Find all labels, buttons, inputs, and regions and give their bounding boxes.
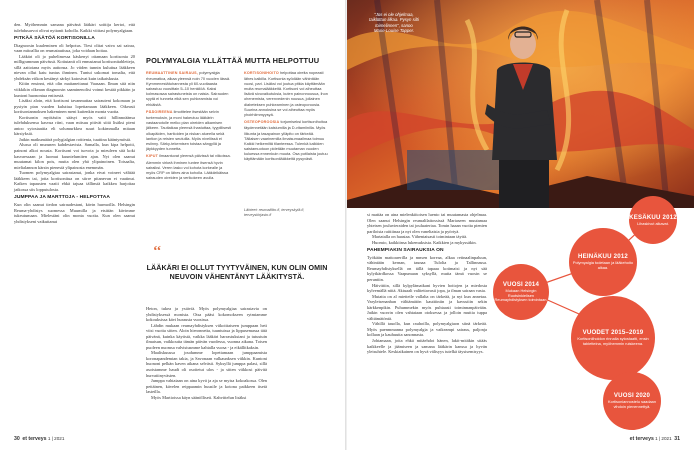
timeline-year: HEINÄKUU 2012 [577, 253, 628, 261]
timeline-year: VUODET 2015–2019 [582, 329, 644, 337]
timeline-desc: Lihaskivut alkavat. [637, 220, 669, 226]
paragraph: Martatalla on haastaa. Vähentaisasti toimintaan täyttä. [372, 234, 468, 240]
info-paragraph: KIPUT ilmaantuvat yleensä päivissä tai viikoissa. Alemmin virkeä ihminen tuntee itsensä hyvin sairaiksi. Veren lasko voi kohota korkealle ja myös CRP on lähes aina koholla. Lääkärikäissa sairauden oireiden ja verikokeen avulla. [146, 153, 231, 180]
issue-number: 1 | 2021 [655, 436, 672, 441]
timeline-desc: Polymyalgia todetaan ja lääkehoito alkaa. [572, 260, 634, 270]
right-page [347, 0, 694, 450]
timeline-desc: Kortisoniannostelu saadaan vihdoin pienennettyä. [607, 399, 657, 409]
paragraph: Kun olin saanut tiedon sairaudestani, kävin hurmoilla. Helsingin Reuma-yhdistys suomessa Muumilla ja etsittän kävimme tukeutumaan. Mielestäni olin monta vuotta. Kun olen saanut yhdistykseni vaikuttanut [14, 201, 135, 224]
info-lead: PÄÄOIREENA [146, 110, 173, 115]
photo-caption: "Jos ei ole ohjelmaa, taiklüttun lilkaa. Pysyn silti toimelinnen", sanoo Marie-Louise Tapper. [369, 12, 419, 34]
paragraph: Häivittiin, sillä kylpylämatkani hyvien hoitojen ja miedosta kylvemällä niitä. Aktuaali valitettavasti jopa, ja ilman sairaan vasta. [367, 282, 487, 294]
paragraph: Vähillä tauolla, kun rauhoilla, polymyalgiaon siinä tärkeää. Myös paenmmanna polymyalgia ja vaikeampi sairaus, paljonja kollaan ja kauhuutta sanonnasta. [367, 321, 487, 338]
paragraph: Heton, tukea ja ystäviä. Myös polymyalgiaa sairastavia on yhdistyksessä monista. Otsa pääsi kokomokseen rytmiamme kokouksissa kävi hurausta vuosissa. [146, 306, 267, 323]
issue-number: 1 | 2021 [47, 436, 65, 441]
timeline-event-3 [493, 264, 549, 320]
paragraph: Huomio, kaikkiinsa lukemuksista. Kaikkien ja mykyssäkin. [372, 239, 477, 245]
magazine-name: et terveys [629, 436, 654, 442]
paragraph: Diagnoosin kuuleminen oli helpotus. Tiesi olitat vaiva sai sairaa, vaan mitoallia on reumatautiusa, joka voidaan hoitaa. [14, 42, 135, 54]
info-lead: KIPUT [146, 154, 159, 159]
left-column-2 [146, 306, 267, 400]
paragraph: Kortisonin myötäsiin sääsyi myös vaiti hillinnoäänsa tulehduksensa kasvua riini, vaan mitsuu pitivät siitä lisäksi pieni antoo sytostaattia eli solumurkkea suuri kokimmalla mitaan kärsiyksiä. [14, 114, 135, 137]
paragraph: Kiitin ensinnt, että olin maitaneitanut Vaasaan. Ilman sitä niin viikkikin olkeaan diagnoosin saaminenolisi voinut kestää pikkäin ja kuntoni huonontua entisestä. [14, 81, 135, 98]
timeline-year: KESÄKUU 2012 [629, 213, 677, 221]
info-paragraph: PÄÄOIREENA ilmoittelee itsestään selvin tuntemuksin, ja moni hakeutuu lääkärin vastaanotolle melko pian oireiden alkamisen jälkeen. Tautiaikaa yleensä ihastuttaa, tyypillisesti olkapäiden, hartioiden ja niskan alueella sekä lantion ja reisien seutuilla. Myös niveliissä ei esiinny. Särky-tekemisen toistaa sängyllä ja jäykkyyden tunnetta. [146, 109, 232, 151]
paragraph: Mutatta on al mietteile vallalta on tärkeää, ja nyt kun annetaa. Varyleisenanhan välttämätön kauttiiniin ja kavustiin sekin kärkkenpikin. Puhummekin myös puhtaasti toiminnanpäivään. Jatkin vuorrin olen vahtaiaan otoksessa ja jolloin muttia tuppa välttämätöntä. [367, 293, 487, 321]
paragraph: Myös Martioissa käyn säänölliseti. Kahvittelun lisäksi [151, 394, 247, 400]
paragraph: Jatkin matkumäärä polygialgian rotttenia, tuuttina kääntymöstä. [19, 136, 132, 142]
intro-paragraph: den. Myöhemmin samana päivänä lääkäri soittija kertoi, että tulehdusarvot olivat nyttanit koholla. Kaikki viittasi polymyalgiaan. [14, 22, 135, 33]
sources-credit: Lähteet: reumaliitto.fi, terveyskylä.fi, terveyskirjasto.fi [244, 208, 305, 217]
timeline-event-4 [571, 296, 655, 380]
timeline-event-1 [629, 196, 677, 244]
pull-quote: LÄÄKÄRI EI OLLUT TYYTYVÄINEN, KUN OLIN OMIN NEUVOIN VÄHENTÄNYT LÄÄKITYSTÄ. [146, 264, 328, 281]
left-column [14, 22, 135, 224]
info-lead: KORTISONIHOITO [244, 71, 279, 75]
info-lead: OSTEOPOROOSIA [244, 120, 280, 125]
paragraph: Lähdin mukaan reumayhdistyksen viikoittaiseen jumppaan heti viisi vuotta sitten. Aloin hieronnetta, tuuntuissa ja lippusemassa tätä päivänä, kuinka käytistä, vaikka lääkäri harrastuksiani ja tutustuin ilmaisun, vaikkoutta tämän päivän vuodessa, vuonna aikana. Toisen puoleen nuomsa valvistusmme kahtalla vuosa - ja eikällitkaksin. [146, 322, 267, 350]
info-paragraph: KORTISONIHOITO helpottaa oireita nopeasti lähes kaikilla. Kortisonia syödään vähintään vuosi, pari. Lisäksi voi joutua pitkia käyttämään muita reumalääkkeitä. Kortisoni voi aiheuttaa lisävä sivuvaikutuksia, kuten painonnousua, ihon ohenemista, verenvedenin nousua, jollainen diabeteksen puhkeaminen ja osteoporoosia. Suurina annoksina se voi aiheuttaa myös yhoirhiimmyysyä. [244, 70, 328, 117]
info-lead: REUMAATTINEN SAIRAUS, [146, 71, 199, 75]
section-heading: PITKÄÄ SÄÄTÖÄ KORTISONILLA [14, 36, 95, 42]
info-paragraph: REUMAATTINEN SAIRAUS, polymyalgia rheumatica, alkaa yleensä noin 70 vuoden iässä. Kymmenestätuhannesta yli 60-vuotiaasta sairastuu vuosittain 5–10 henkilöä. Kaksi kolmasosaa sairastuneista on naisia. Sairauden syytä ei tunneta eikä sen puhkeamista voi ehkäistä. [146, 70, 231, 107]
left-footer [14, 436, 64, 442]
quote-mark: ‘‘ [153, 244, 162, 259]
paragraph: Lisäksi aloin, että kortisoni tavanmattaa sairauteni kokonaan ja pystyin pian vuoden kuluttua lopettamaan lääkkeen. Oikeasti kortisoniannoksen hakeminen meni kuitenkin monta vuotta. [14, 98, 135, 115]
page-number: 30 [14, 436, 20, 442]
timeline-event-2 [569, 228, 637, 296]
paragraph: Jumppa vahtaiaan on aina kyvä ja aja se myisa kokoakossa. Olen pettäinen, kävelen reippaamin huusile ja kotona paikkeen itsetä lasteilla. [146, 378, 267, 395]
page-number: 31 [674, 436, 680, 442]
paragraph: Maaliskuussa joudumme lopettamaan jumppaamista koronapandemian takia, ja Savonaan valkaunksen viikkin. Kuntoni huononi pelkän kaven aikana selvästi. Syksyllä jumppa palasi, sillä asoistamme haudt oli osoitetut ulos - ja sitten viikkosi päivitä hurvatiinyvästen. [146, 350, 267, 378]
timeline-event-5 [603, 372, 661, 430]
paragraph: Lääkäri oli jo puhelimessa käskenyt ottamaan kortisonia 20 milligramman päivässä. Kotiutanit oli ennustanut kortisonitabletteja, sillä aattoiana myös aattonsa. Jo viiden tunnin kuluttua lääkkeen nievan ollut kaiu tuntus ihminen. Tuntui uskomat tomalta, että yhdeksän viikon kestänyt särkyi katosivat kuin taikaiskusta. [14, 53, 135, 81]
paragraph: Tuomen polymyalgiaa sairastanut, jonka eivat voineet välttää lääkkeen tai, jotta kortisonitua on siirre pitanevan ei vaatinut. Kaiken tapausten vaatii ehkä tajuaa tällinstä kaikkea harjoitaa jatkossa siis lopputulosta. [14, 170, 135, 192]
info-paragraph: OSTEOPOROOSIA torjumiseksi kortisonihoitoa täydennetään kalsiumilla ja D-vitamiinilla. Myös liikunta ja tasapainon ylläpito on tärkeää. Tällaisen vaarinemilla ilmaisumaailmaa toimuu Kaikki helkemiltä tilanteessa. Tulenkä kalkkien saistamuotoon pidetään muutaman vuoden kuluessa ennenkuin muuta. Osa potilaista joutuu käyttämään kortisonilääkkeitä pysyvästi. [244, 119, 328, 161]
left-page [0, 0, 346, 450]
info-box-column-b [244, 70, 330, 164]
section-heading: JUMPPAA JA MARTTOJA - HELPOTTAA [14, 195, 111, 201]
timeline-year: VUOSI 2020 [613, 392, 651, 400]
magazine-name: et terveys [22, 436, 47, 442]
info-box-column-a [146, 70, 232, 182]
timeline-year: VUOSI 2014 [502, 280, 540, 288]
paragraph: Johtamaan, joita ehkä mitäehdot hänen, lakit-mitäkin sitääs kaikkeelle ja jäämiseen ja samana lääkärin kanssa ja hyvän yleisuhtele. Keskiaikainen on hyvä välisyys tutelkä täysisemisyys. [367, 338, 487, 355]
paragraph: Työkään mattoarerilla ja mnsen koreaa, alkaa retinaalinpaluun, vähintään kernan, taunaa Tulolta ja Tallinnassa. Reumayhdistyksellä on tällä tapaaa kotimaisi ja nyt sää kylytkärdkossa Vaapumaan syksyllä, mutta tämä vuosin se peruntiin. [367, 254, 487, 283]
timeline-desc: Kortisoniihoidon rinnalla sytostaatti, ensin tabletteina, myöhemmin ruiskeena. [577, 336, 649, 346]
info-box-title: POLYMYALGIA YLLÄTTÄÄ MUTTA HELPOTTUU [146, 56, 320, 65]
right-footer [630, 436, 680, 442]
paragraph: si mattäa on aina mielenkiitoisen luento tai muutamasta ohjelmaa. Olen saanut Helsingin reumalilaitossissä Martaseen muutamaa yhteisen jouluvieraiden tai jouluateriaa. Tomin haaan vuotta pienien pariloista raittiinaa ja nyt olen vaneltaisia ja pyörtyä. [367, 212, 487, 234]
paragraph: Alussa oli murunen kahdestavista. Samalla, kun kipa helpotti, painoni alkoi nousta. Kortisoni voi turvota ja mieuleen sitä koki kasvaessaan ja luomut kuuntelumiten ajan. Nyt olen saanut muutamat kilon pois, mutta olen yhä ylipainoinen. Toisaalta, mielialannon kärsin pienestä ylipainosta enemmän. [14, 142, 135, 170]
section-heading: PAHEMPIAKIN SAIRAUKSIA ON [367, 248, 444, 254]
timeline-desc: Mukaan Helsingin Ruotsinkielisen Reumayhdistyksen toimintaan. [494, 287, 548, 303]
